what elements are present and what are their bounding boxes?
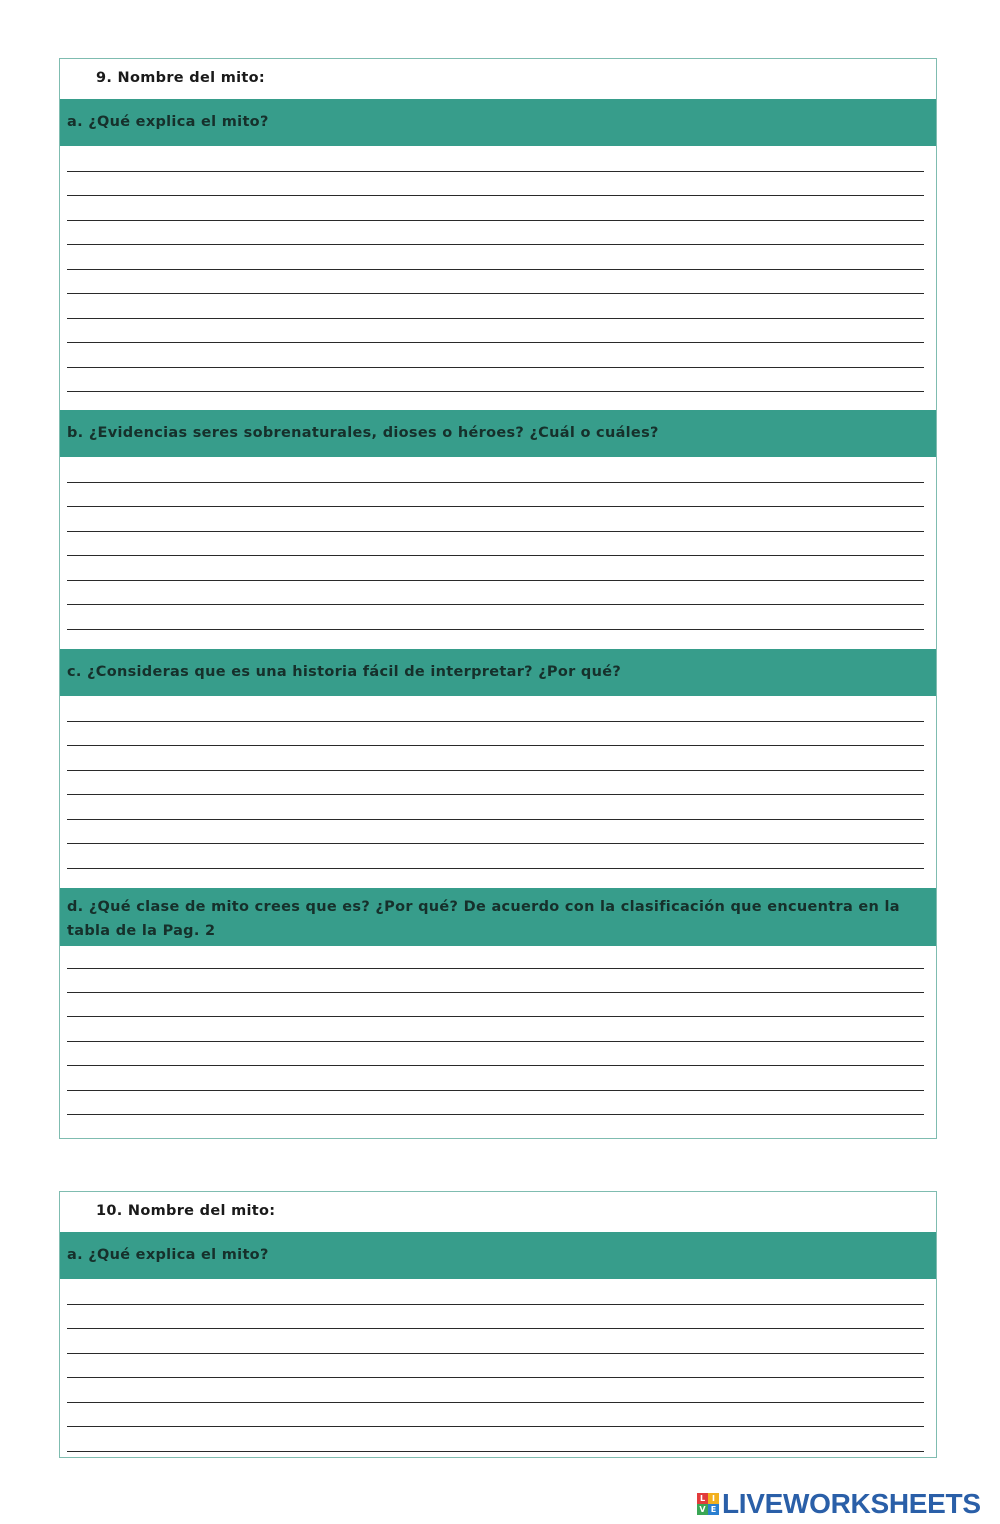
question-b-header: b. ¿Evidencias seres sobrenaturales, dioses o héroes? ¿Cuál o cuáles? [60,410,936,457]
answer-line[interactable] [67,506,924,507]
myth-name-label: 9. Nombre del mito: [96,70,265,86]
answer-line[interactable] [67,604,924,605]
myth-card-10 [59,1191,937,1458]
myth-card-9 [59,58,937,1139]
answer-line[interactable] [67,269,924,270]
answer-line[interactable] [67,1114,924,1115]
answer-line[interactable] [67,367,924,368]
liveworksheets-logo[interactable] [697,1489,981,1519]
answer-line[interactable] [67,1065,924,1066]
answer-line[interactable] [67,992,924,993]
answer-line[interactable] [67,580,924,581]
answer-line[interactable] [67,1041,924,1042]
answer-area-b[interactable] [60,457,936,649]
liveworksheets-icon: L I V E [697,1493,719,1515]
answer-area-c[interactable] [60,696,936,888]
answer-line[interactable] [67,391,924,392]
answer-area-d[interactable] [60,946,936,1126]
answer-line[interactable] [67,794,924,795]
answer-line[interactable] [67,318,924,319]
answer-line[interactable] [67,1328,924,1329]
answer-line[interactable] [67,1451,924,1452]
question-a-header: a. ¿Qué explica el mito? [60,1232,936,1279]
answer-line[interactable] [67,1016,924,1017]
answer-line[interactable] [67,531,924,532]
answer-line[interactable] [67,482,924,483]
answer-line[interactable] [67,555,924,556]
answer-line[interactable] [67,342,924,343]
answer-line[interactable] [67,1426,924,1427]
question-a-header: a. ¿Qué explica el mito? [60,99,936,146]
answer-line[interactable] [67,745,924,746]
answer-line[interactable] [67,293,924,294]
answer-line[interactable] [67,721,924,722]
question-d-header: d. ¿Qué clase de mito crees que es? ¿Por qué? De acuerdo con la clasificación que encuentra en la tabla de la Pag. 2 [60,888,936,946]
answer-line[interactable] [67,1377,924,1378]
answer-line[interactable] [67,770,924,771]
answer-line[interactable] [67,171,924,172]
answer-line[interactable] [67,1353,924,1354]
question-c-header: c. ¿Consideras que es una historia fácil de interpretar? ¿Por qué? [60,649,936,696]
answer-line[interactable] [67,968,924,969]
myth-name-label: 10. Nombre del mito: [96,1203,276,1219]
answer-line[interactable] [67,629,924,630]
answer-line[interactable] [67,1090,924,1091]
answer-line[interactable] [67,195,924,196]
answer-line[interactable] [67,819,924,820]
answer-line[interactable] [67,1402,924,1403]
answer-line[interactable] [67,843,924,844]
answer-line[interactable] [67,244,924,245]
answer-area-a[interactable] [60,146,936,410]
answer-line[interactable] [67,1304,924,1305]
answer-area-a[interactable] [60,1279,936,1457]
answer-line[interactable] [67,220,924,221]
brand-name: LIVEWORKSHEETS [722,1488,981,1519]
answer-line[interactable] [67,868,924,869]
